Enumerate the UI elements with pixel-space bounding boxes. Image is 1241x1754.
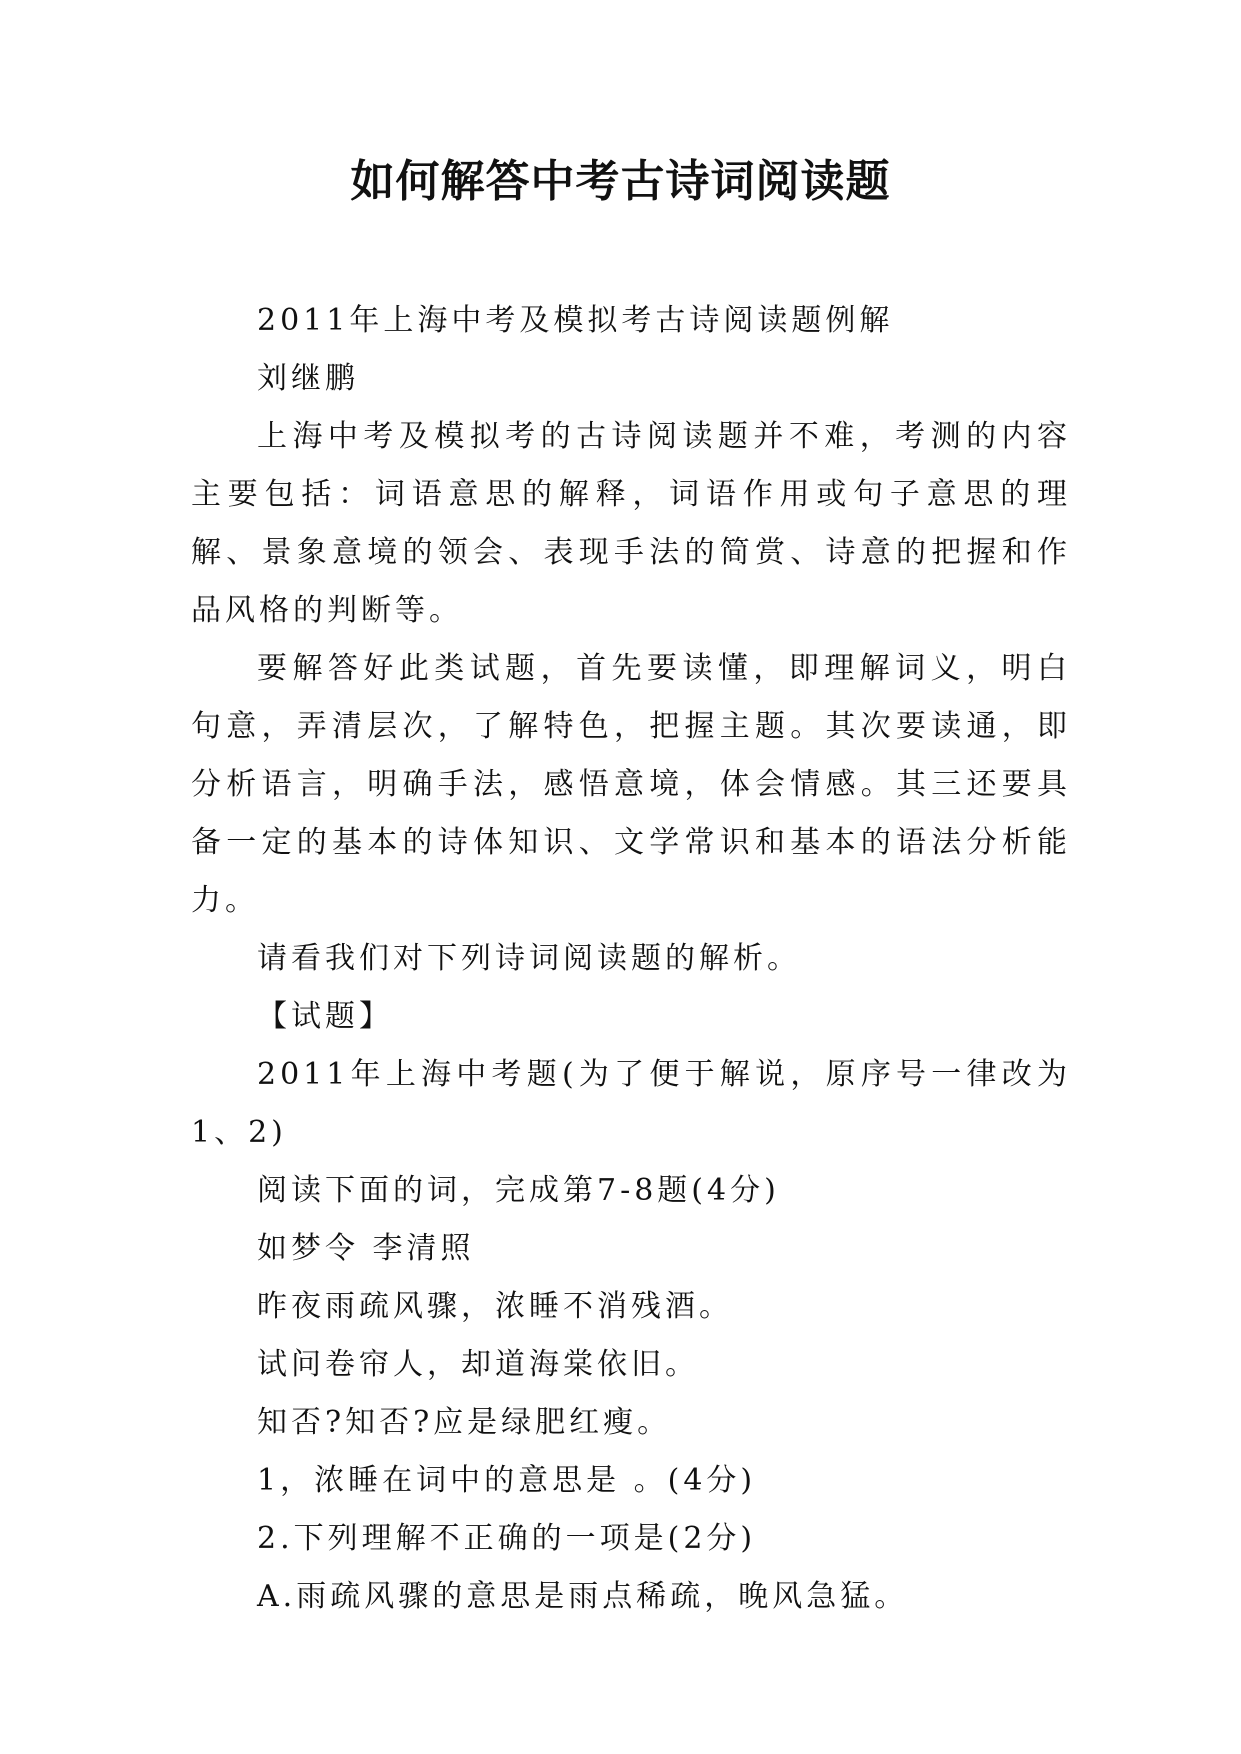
- question-1: 1，浓睡在词中的意思是 。(4分): [257, 1463, 757, 1498]
- transition-paragraph: 请看我们对下列诗词阅读题的解析。: [257, 941, 801, 976]
- poem-line-2: 试问卷帘人，却道海棠依旧。: [257, 1347, 699, 1382]
- option-a: A.雨疏风骤的意思是雨点稀疏，晚风急猛。: [257, 1579, 909, 1614]
- poem-title: 如梦令 李清照: [257, 1231, 475, 1266]
- poem-line-1: 昨夜雨疏风骤，浓睡不消残酒。: [257, 1289, 733, 1324]
- section-label: 【试题】: [257, 999, 393, 1034]
- question-2: 2.下列理解不正确的一项是(2分): [257, 1521, 757, 1556]
- method-paragraph: 要解答好此类试题，首先要读懂，即理解词义，明白句意，弄清层次，了解特色，把握主题。其次要读通，即分析语言，明确手法，感悟意境，体会情感。其三还要具备一定的基本的诗体知识、文学常识和基本的语法分析能力。: [191, 651, 1071, 918]
- document-body: [191, 292, 1071, 1626]
- document-title: 如何解答中考古诗词阅读题: [350, 156, 891, 207]
- exam-source-paragraph: 2011年上海中考题(为了便于解说，原序号一律改为1、2): [191, 1057, 1071, 1150]
- intro-paragraph: 上海中考及模拟考的古诗阅读题并不难，考测的内容主要包括：词语意思的解释，词语作用或句子意思的理解、景象意境的领会、表现手法的简赏、诗意的把握和作品风格的判断等。: [191, 419, 1071, 628]
- instruction-paragraph: 阅读下面的词，完成第7-8题(4分): [257, 1173, 780, 1208]
- author-paragraph: 刘继鹏: [257, 361, 359, 396]
- subtitle-paragraph: 2011年上海中考及模拟考古诗阅读题例解: [257, 303, 894, 338]
- poem-line-3: 知否?知否?应是绿肥红瘦。: [257, 1405, 672, 1440]
